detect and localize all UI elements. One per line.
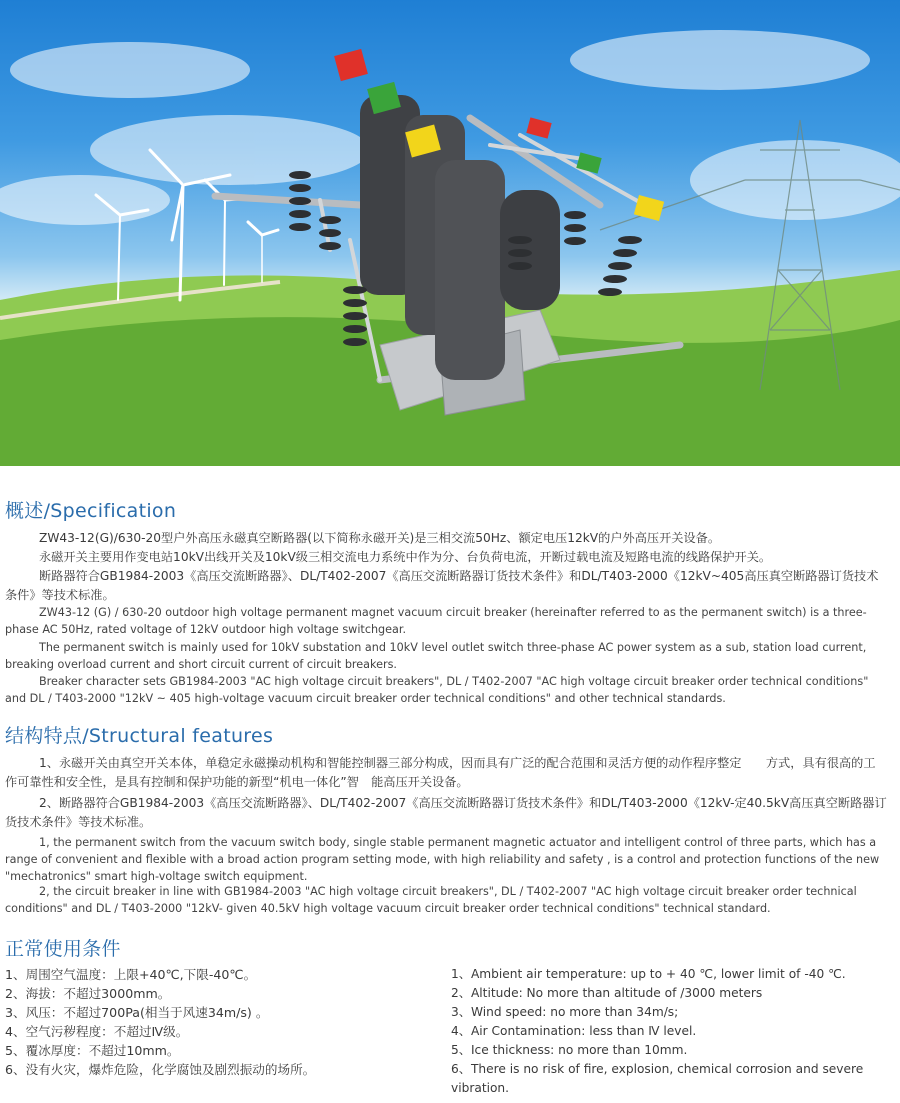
struct-en-paragraph-1: 1, the permanent switch from the vacuum switch body, single stable permanent magnetic actuator and intelligent control of three parts, which has a range of convenient and flexible with a broad action program setting mode, with high reliability and safety , is a control and protection functions of the new "mechatronics" smart high-voltage switch equipment. [5,836,880,883]
section-title-conditions: 正常使用条件 [5,938,121,960]
list-item: 2、Altitude: No more than altitude of /3000 meters [451,986,763,1000]
list-item: 2、海拔：不超过3000mm。 [5,986,171,1001]
spec-en-paragraph-2: The permanent switch is mainly used for 10kV substation and 10kV level outlet switch three-phase AC power system as a sub, station load current, breaking overload current and short circuit current of circuit breakers. [5,641,867,671]
section-title-structural: 结构特点/Structural features [5,725,274,747]
list-item: 3、风压：不超过700Pa(相当于风速34m/s) 。 [5,1005,269,1020]
list-item: 1、Ambient air temperature: up to + 40 ℃, lower limit of -40 ℃. [451,967,846,981]
spec-en-paragraph-1: ZW43-12 (G) / 630-20 outdoor high voltage permanent magnet vacuum circuit breaker (hereinafter referred to as the permanent switch) is a three-phase AC 50Hz, rated voltage of 12kV outdoor high voltage switchgear. [5,606,867,636]
list-item: 4、空气污秽程度：不超过Ⅳ级。 [5,1024,189,1039]
struct-cn-paragraph-1: 1、永磁开关由真空开关本体，单稳定永磁操动机构和智能控制器三部分构成，因而具有广泛的配合范围和灵活方便的动作程序整定 方式，具有很高的工作可靠性和安全性，是具有控制和保护功能的新型“机电一体化”智 能高压开关设备。 [5,756,876,789]
struct-en-paragraph-2: 2, the circuit breaker in line with GB1984-2003 "AC high voltage circuit breakers", DL / T402-2007 "AC high voltage circuit breaker order technical conditions" and DL / T403-2000 "12kV- given 40.5kV high voltage vacuum circuit breaker order technical conditions" technical standard. [5,885,857,915]
spec-en-paragraph-3: Breaker character sets GB1984-2003 "AC high voltage circuit breakers", DL / T402-2007 "AC high voltage circuit breaker order technical conditions" and DL / T403-2000 "12kV ~ 405 high-voltage vacuum circuit breaker order technical conditions" and other technical standards. [5,675,869,705]
product-hero-image [0,0,900,466]
list-item: 5、Ice thickness: no more than 10mm. [451,1043,688,1057]
list-item: 5、覆冰厚度：不超过10mm。 [5,1043,180,1058]
spec-cn-paragraph-3: 断路器符合GB1984-2003《高压交流断路器》、DL/T402-2007《高压交流断路器订货技术条件》和DL/T403-2000《12kV~405高压真空断路器订货技术条件》等技术标准。 [5,569,879,602]
list-item: 4、Air Contamination: less than Ⅳ level. [451,1024,697,1038]
struct-cn-paragraph-2: 2、断路器符合GB1984-2003《高压交流断路器》、DL/T402-2007《高压交流断路器订货技术条件》和DL/T403-2000《12kV-定40.5kV高压真空断路器订货技术条件》等技术标准。 [5,796,887,829]
section-title-specification: 概述/Specification [5,500,177,522]
list-item: 6、There is no risk of fire, explosion, chemical corrosion and severe [451,1062,864,1076]
list-item: 6、没有火灾，爆炸危险，化学腐蚀及剧烈振动的场所。 [5,1062,316,1077]
conditions-cn-list [5,965,425,1079]
list-item: vibration. [451,1081,510,1095]
spec-cn-paragraph-1: ZW43-12(G)/630-20型户外高压永磁真空断路器(以下简称永磁开关)是三相交流50Hz、额定电压12kV的户外高压开关设备。 [39,531,721,545]
conditions-en-list [451,965,891,1098]
spec-cn-paragraph-2: 永磁开关主要用作变电站10kV出线开关及10kV级三相交流电力系统中作为分、台负荷电流，开断过载电流及短路电流的线路保护开关。 [39,550,772,564]
list-item: 3、Wind speed: no more than 34m/s; [451,1005,679,1019]
hero-illustration [0,0,900,466]
list-item: 1、周围空气温度：上限+40℃,下限-40℃。 [5,967,257,982]
